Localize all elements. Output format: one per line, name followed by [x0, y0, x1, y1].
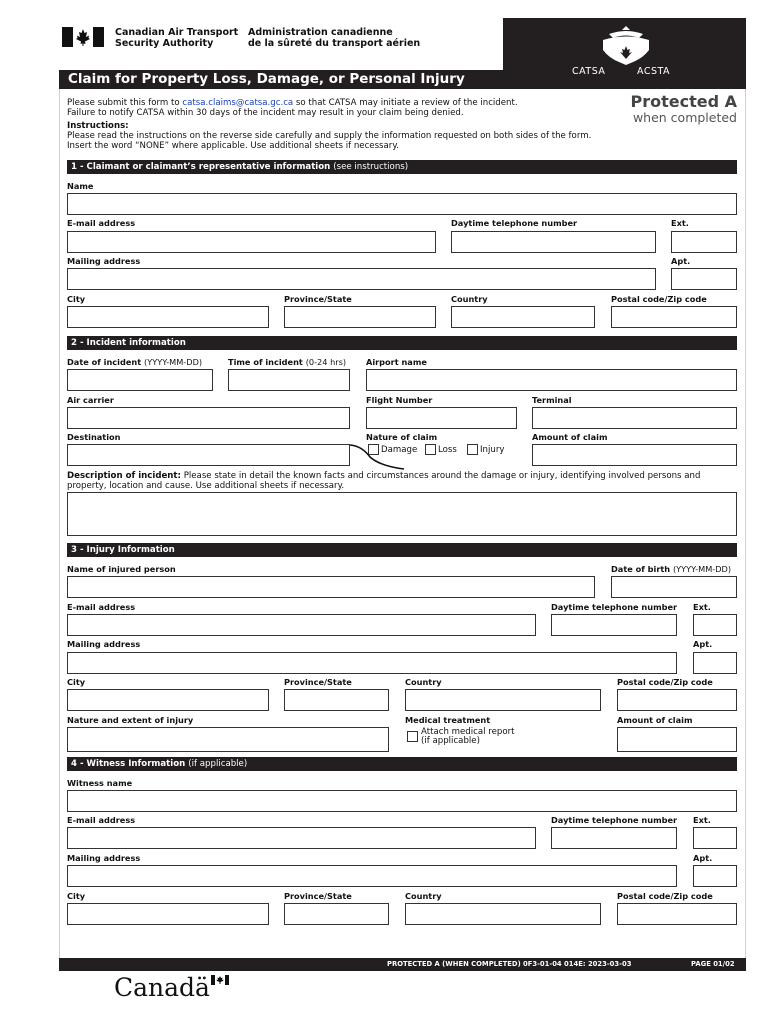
- header-left: [59, 18, 503, 70]
- s3-dob-field[interactable]: [611, 576, 737, 598]
- s3-mailing-field[interactable]: [67, 652, 677, 674]
- canada-flag-icon: [62, 27, 104, 47]
- s3-phone-field[interactable]: [551, 614, 677, 636]
- pen-mark-icon: [348, 442, 408, 472]
- instructions-line-1: Please read the instructions on the reverse side carefully and supply the information requested on both sides of the form.: [67, 130, 592, 141]
- s1-name-label: Name: [67, 181, 94, 191]
- s3-email-field[interactable]: [67, 614, 536, 636]
- s3-amount-field[interactable]: [617, 727, 737, 752]
- org-name-en-2: Security Authority: [115, 37, 214, 49]
- s4-email-field[interactable]: [67, 827, 536, 849]
- s1-postal-label: Postal code/Zip code: [611, 294, 707, 304]
- s2-destination-label: Destination: [67, 432, 121, 442]
- footer-protected: PROTECTED A (WHEN COMPLETED): [387, 960, 521, 968]
- s4-province-label: Province/State: [284, 891, 352, 901]
- s4-mailing-field[interactable]: [67, 865, 677, 887]
- s2-injury-checkbox[interactable]: [467, 444, 478, 455]
- s4-city-field[interactable]: [67, 903, 269, 925]
- s3-country-label: Country: [405, 677, 442, 687]
- s1-email-label: E-mail address: [67, 218, 136, 228]
- s3-country-field[interactable]: [405, 689, 601, 711]
- s4-ext-field[interactable]: [693, 827, 737, 849]
- s3-province-field[interactable]: [284, 689, 389, 711]
- form-title-bar: [59, 70, 503, 89]
- s4-postal-field[interactable]: [617, 903, 737, 925]
- s1-phone-label: Daytime telephone number: [451, 218, 578, 228]
- s1-province-label: Province/State: [284, 294, 352, 304]
- s3-nature-label: Nature and extent of injury: [67, 715, 194, 725]
- s2-destination-field[interactable]: [67, 444, 350, 466]
- s2-amount-label: Amount of claim: [532, 432, 608, 442]
- footer-bar: [59, 958, 746, 971]
- s1-email-field[interactable]: [67, 231, 436, 253]
- s1-name-field[interactable]: [67, 193, 737, 215]
- canada-wordmark-flag-icon: [211, 975, 229, 985]
- s4-apt-field[interactable]: [693, 865, 737, 887]
- s3-nature-field[interactable]: [67, 727, 389, 752]
- s3-dob-label: Date of birth (YYYY-MM-DD): [611, 564, 732, 574]
- s4-ext-label: Ext.: [693, 815, 711, 825]
- s2-loss-label: Loss: [438, 445, 457, 455]
- s2-terminal-label: Terminal: [532, 395, 572, 405]
- logo-text-catsa: CATSA: [572, 66, 606, 77]
- s4-country-field[interactable]: [405, 903, 601, 925]
- section-1-header: 1 - Claimant or claimant’s representative information (see instructions): [67, 160, 737, 174]
- s2-carrier-label: Air carrier: [67, 395, 114, 405]
- s3-postal-label: Postal code/Zip code: [617, 677, 713, 687]
- s4-country-label: Country: [405, 891, 442, 901]
- s1-country-field[interactable]: [451, 306, 595, 328]
- instructions-heading: Instructions:: [67, 121, 129, 131]
- s2-date-label: Date of incident (YYYY-MM-DD): [67, 357, 203, 367]
- org-name-fr-1: Administration canadienne: [248, 27, 393, 38]
- s3-attach-report-label: Attach medical report (if applicable): [421, 727, 515, 746]
- section-3-header: 3 - Injury Information: [67, 543, 737, 557]
- claims-email-link[interactable]: catsa.claims@catsa.gc.ca: [182, 98, 294, 108]
- s2-injury-label: Injury: [480, 445, 505, 455]
- protected-subtitle: when completed: [632, 110, 737, 125]
- section-4-header: 4 - Witness Information (if applicable): [67, 757, 737, 771]
- footer-page-number: PAGE 01/02: [691, 960, 735, 968]
- s3-ext-field[interactable]: [693, 614, 737, 636]
- intro-line-1: Please submit this form to catsa.claims@catsa.gc.ca so that CATSA may initiate a review of the incident.: [67, 98, 518, 108]
- s1-province-field[interactable]: [284, 306, 436, 328]
- s4-postal-label: Postal code/Zip code: [617, 891, 713, 901]
- s3-name-field[interactable]: [67, 576, 595, 598]
- protected-title: Protected A: [630, 92, 737, 111]
- s2-flight-field[interactable]: [366, 407, 517, 429]
- s3-postal-field[interactable]: [617, 689, 737, 711]
- s3-ext-label: Ext.: [693, 602, 711, 612]
- catsa-logo-icon: [599, 24, 653, 66]
- s4-province-field[interactable]: [284, 903, 389, 925]
- s2-carrier-field[interactable]: [67, 407, 350, 429]
- s3-phone-label: Daytime telephone number: [551, 602, 678, 612]
- s2-description-text: Description of incident: Please state in detail the known facts and circumstances around the damage or injury, identifying involved persons and property, location and cause. Use additional sheets if necessary.: [67, 471, 701, 491]
- org-name-fr-2: de la sûreté du transport aérien: [248, 37, 421, 49]
- s1-country-label: Country: [451, 294, 488, 304]
- s1-city-label: City: [67, 294, 86, 304]
- instructions-line-2: Insert the word “NONE” where applicable. Use additional sheets if necessary.: [67, 140, 399, 151]
- s1-mailing-field[interactable]: [67, 268, 656, 290]
- form-title: Claim for Property Loss, Damage, or Personal Injury: [68, 71, 465, 87]
- s1-apt-label: Apt.: [671, 256, 691, 266]
- s3-email-label: E-mail address: [67, 602, 136, 612]
- s3-city-label: City: [67, 677, 86, 687]
- s2-description-field[interactable]: [67, 492, 737, 536]
- s4-phone-label: Daytime telephone number: [551, 815, 678, 825]
- s2-time-label: Time of incident (0-24 hrs): [228, 357, 347, 367]
- s3-apt-label: Apt.: [693, 639, 713, 649]
- s4-apt-label: Apt.: [693, 853, 713, 863]
- s2-loss-checkbox[interactable]: [425, 444, 436, 455]
- s3-amount-label: Amount of claim: [617, 715, 693, 725]
- s3-province-label: Province/State: [284, 677, 352, 687]
- section-2-header: 2 - Incident information: [67, 336, 737, 350]
- s3-city-field[interactable]: [67, 689, 269, 711]
- s4-phone-field[interactable]: [551, 827, 677, 849]
- s4-email-label: E-mail address: [67, 815, 136, 825]
- s2-nature-label: Nature of claim: [366, 432, 438, 442]
- s1-mailing-label: Mailing address: [67, 256, 141, 266]
- s2-date-field[interactable]: [67, 369, 213, 391]
- s3-attach-report-checkbox[interactable]: [407, 731, 418, 742]
- s2-amount-field[interactable]: [532, 444, 737, 466]
- canada-wordmark: Canadä: [114, 973, 210, 1002]
- s2-damage-label: Damage: [381, 445, 418, 455]
- s2-airport-label: Airport name: [366, 357, 427, 367]
- logo-text-acsta: ACSTA: [637, 66, 671, 77]
- s1-ext-field[interactable]: [671, 231, 737, 253]
- s2-airport-field[interactable]: [366, 369, 737, 391]
- s3-medical-label: Medical treatment: [405, 715, 491, 725]
- s2-description-label: Description of incident:: [67, 471, 181, 481]
- header-logo-panel: [503, 18, 746, 89]
- s4-city-label: City: [67, 891, 86, 901]
- s2-time-field[interactable]: [228, 369, 350, 391]
- s1-apt-field[interactable]: [671, 268, 737, 290]
- s1-ext-label: Ext.: [671, 218, 689, 228]
- s4-name-label: Witness name: [67, 778, 133, 788]
- s3-name-label: Name of injured person: [67, 564, 176, 574]
- s2-flight-label: Flight Number: [366, 395, 433, 405]
- s1-city-field[interactable]: [67, 306, 269, 328]
- s1-phone-field[interactable]: [451, 231, 656, 253]
- footer-form-code: 0F3-01-04 014E: 2023-03-03: [523, 960, 632, 968]
- s4-mailing-label: Mailing address: [67, 853, 141, 863]
- s1-postal-field[interactable]: [611, 306, 737, 328]
- s2-terminal-field[interactable]: [532, 407, 737, 429]
- org-name-en-1: Canadian Air Transport: [115, 27, 239, 38]
- s3-apt-field[interactable]: [693, 652, 737, 674]
- s3-mailing-label: Mailing address: [67, 639, 141, 649]
- intro-line-2: Failure to notify CATSA within 30 days of the incident may result in your claim being denied.: [67, 107, 464, 118]
- s4-name-field[interactable]: [67, 790, 737, 812]
